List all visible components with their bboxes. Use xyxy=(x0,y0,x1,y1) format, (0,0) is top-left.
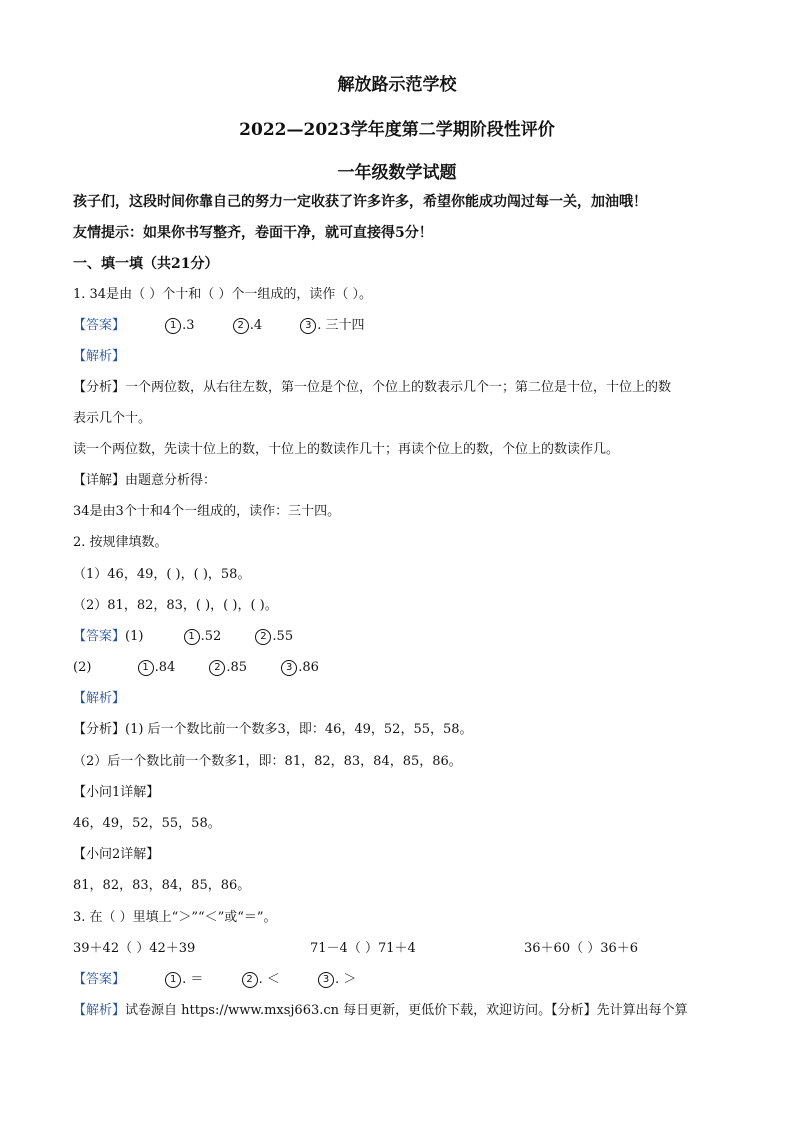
q2-analysis-tag: 【解析】 xyxy=(73,691,126,706)
tip-text: 友情提示：如果你书写整齐，卷面干净，就可直接得5分！ xyxy=(73,225,433,241)
answer-value: 52 xyxy=(204,629,222,644)
section-1-title: 一、填一填（共21分） xyxy=(73,256,219,272)
answer-label: (1) xyxy=(125,629,144,644)
circled-number: 2 xyxy=(255,629,271,645)
answer-value: 55 xyxy=(276,629,294,644)
q1-answer: 【答案】 1 .3 2 .4 3 . 三十四 xyxy=(73,318,365,333)
answer-value: ＜ xyxy=(266,972,280,987)
circled-number: 3 xyxy=(281,660,297,676)
q3-expr-2: 71－4（ ）71＋4 xyxy=(310,941,416,956)
q2-small-1-tag: 【小问1详解】 xyxy=(73,785,160,800)
q2-sub-2: （2）81，82，83，( )，( )，( )。 xyxy=(73,598,278,613)
q3-expr-3: 36＋60（ ）36＋6 xyxy=(524,941,639,956)
circled-number: 2 xyxy=(242,972,258,988)
q3-expr-1: 39＋42（ ）42＋39 xyxy=(73,941,196,956)
encourage-text: 孩子们，这段时间你靠自己的努力一定收获了许多许多，希望你能成功闯过每一关，加油哦！ xyxy=(73,194,647,210)
q2-analysis-2: （2）后一个数比前一个数多1，即：81，82，83，84，85，86。 xyxy=(73,754,462,769)
answer-value: ＝ xyxy=(190,972,204,987)
subject-title: 一年级数学试题 xyxy=(337,163,457,183)
answer-tag: 【答案】 xyxy=(73,629,126,644)
circled-number: 2 xyxy=(209,660,225,676)
school-title: 解放路示范学校 xyxy=(337,75,457,95)
q3-answer: 【答案】 1 . ＝ 2 . ＜ 3 . ＞ xyxy=(73,972,357,987)
q2-sub-1: （1）46，49，( )，( )，58。 xyxy=(73,567,251,582)
q2-small-1: 46，49，52，55，58。 xyxy=(73,816,221,831)
q2-text: 2. 按规律填数。 xyxy=(73,535,168,550)
answer-value: 3 xyxy=(186,318,195,333)
circled-number: 1 xyxy=(138,660,154,676)
answer-tag: 【答案】 xyxy=(73,318,126,333)
q1-analysis-line-3: 读一个两位数，先读十位上的数，十位上的数读作几十；再读个位上的数，个位上的数读作几。 xyxy=(73,442,620,457)
q2-small-2-tag: 【小问2详解】 xyxy=(73,847,160,862)
term-title: 2022—2023学年度第二学期阶段性评价 xyxy=(239,120,555,140)
answer-value: 84 xyxy=(158,660,176,675)
q1-detail-tag: 【详解】由题意分析得： xyxy=(73,473,217,488)
q3-text: 3. 在（ ）里填上“＞”“＜”或“＝”。 xyxy=(73,910,277,925)
q1-analysis-tag: 【解析】 xyxy=(73,349,126,364)
circled-number: 3 xyxy=(300,318,316,334)
analysis-tag: 【解析】 xyxy=(73,1003,126,1018)
answer-value: ＞ xyxy=(343,972,357,987)
q2-answer-2: (2) 1 .84 2 .85 3 .86 xyxy=(73,660,319,675)
answer-value: 86 xyxy=(302,660,319,675)
circled-number: 2 xyxy=(233,318,249,334)
circled-number: 3 xyxy=(318,972,334,988)
q1-text: 1. 34是由（ ）个十和（ ）个一组成的，读作（ ）。 xyxy=(73,287,372,302)
q1-detail: 34是由3个十和4个一组成的，读作：三十四。 xyxy=(73,504,341,519)
q2-small-2: 81，82，83，84，85，86。 xyxy=(73,878,251,893)
circled-number: 1 xyxy=(165,318,181,334)
q1-analysis-line-2: 表示几个十。 xyxy=(73,411,152,426)
answer-value: 85 xyxy=(230,660,248,675)
q2-analysis-1: 【分析】(1) 后一个数比前一个数多3，即：46，49，52，55，58。 xyxy=(73,722,473,737)
q1-analysis-line-1: 【分析】一个两位数，从右往左数，第一位是个位，个位上的数表示几个一；第二位是十位，十位上的数 xyxy=(73,380,672,395)
answer-value: 4 xyxy=(253,318,263,333)
q3-analysis xyxy=(73,1001,688,1021)
analysis-text: 试卷源自 https://www.mxsj663.cn 每日更新，更低价下载，欢迎访问。【分析】先计算出每个算 xyxy=(125,1003,688,1018)
answer-value: 三十四 xyxy=(325,318,365,333)
circled-number: 1 xyxy=(184,629,200,645)
q2-answer-1: 【答案】(1) 1 .52 2 .55 xyxy=(73,629,294,644)
circled-number: 1 xyxy=(165,972,181,988)
answer-label: (2) xyxy=(73,660,92,675)
answer-tag: 【答案】 xyxy=(73,972,126,987)
